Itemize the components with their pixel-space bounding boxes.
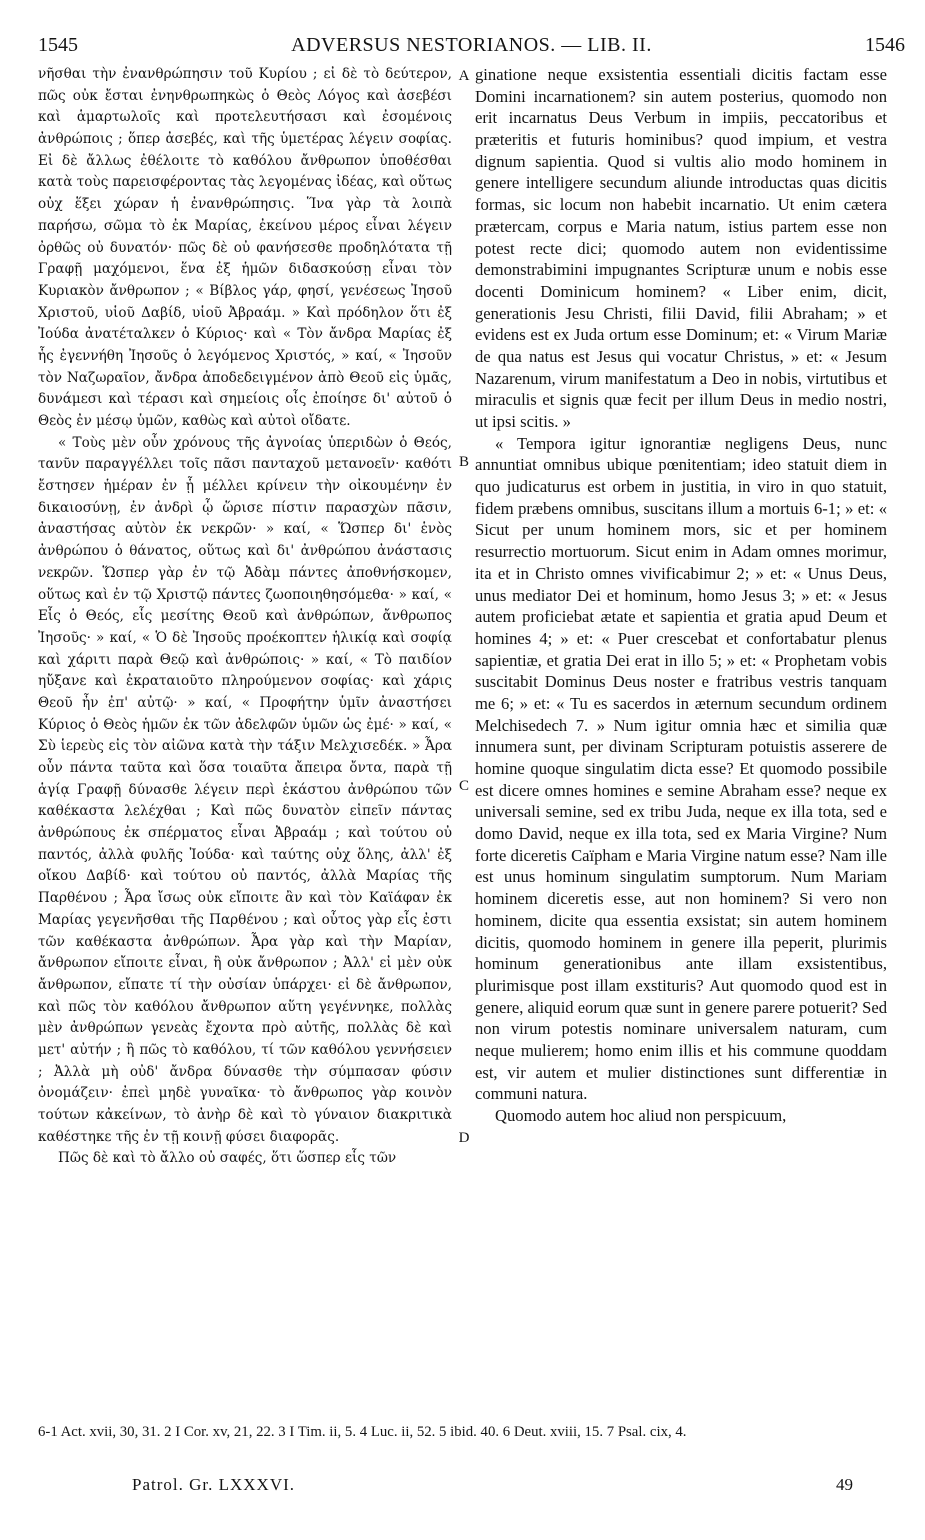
- greek-paragraph: νῆσθαι τὴν ἐνανθρώπησιν τοῦ Κυρίου ; εἰ δὲ τὸ δεύτερον, πῶς οὐκ ἔσται ἐνηνθρωπηκὼς ὁ Θεὸς Λόγος καὶ ἀσεβέσι καὶ ἁμαρτωλοῖς καὶ προτελευτήσασι καὶ ἐσομένοις ἀνθρώποις ; ὅπερ ἀσεβές, καὶ τῆς ὑμετέρας λέγειν σοφίας. Εἰ δὲ ἄλλως ἐθέλοιτε τὸ καθόλου ἄνθρωπον ὑποθέσθαι κατὰ τοὺς παρεισφέροντας τὰς λεγομένας ἰδέας, καὶ οὕτως οὐχ ἕξει χώραν ἡ ἐνανθρώπησις. Ἵνα γὰρ τὰ λοιπὰ παρήσω, σῶμα τὸ ἐκ Μαρίας, ἐκείνου μέρος εἶναι λέγειν ὀρθῶς οὐ δυνατόν· πῶς δὲ οὐ φανήσεσθε προδηλότατα τῇ Γραφῇ μαχόμενοι, ἕνα ἐξ ἡμῶν διδασκούσῃ εἶναι τὸν Κυριακὸν ἄνθρωπον ; « Βίβλος γάρ, φησί, γενέσεως Ἰησοῦ Χριστοῦ, υἱοῦ Δαβίδ, υἱοῦ Ἀβραάμ. » Καὶ πρόδηλον ὅτι ἐξ Ἰούδα ἀνατέταλκεν ὁ Κύριος· καὶ « Τὸν ἄνδρα Μαρίας ἐξ ἧς ἐγεννήθη Ἰησοῦς ὁ λεγόμενος Χριστός, » καί, « Ἰησοῦν τὸν Ναζωραῖον, ἄνδρα ἀποδεδειγμένον ἀπὸ Θεοῦ εἰς ὑμᾶς, δυνάμεσι καὶ τέρασι καὶ σημείοις οἷς ἐποίησε δι' αὐτοῦ ὁ Θεὸς ἐν μέσῳ ὑμῶν, καθὼς καὶ αὐτοὶ οἴδατε.: [38, 66, 452, 429]
- signature-mark: Patrol. Gr. LXXXVI.: [132, 1475, 296, 1494]
- latin-paragraph: « Tempora igitur ignorantiæ negligens Deus, nunc annuntiat omnibus ubique pœnitentiam; ideo statuit diem in quo judicaturus est orbem in justitia, in viro in quo statuit, fidem præbens omnibus, suscitans illum a mortuis 6-1; » et: « Sicut per unum hominem mors, sic et per hominem resurrectio mortuorum. Sicut enim in Adam omnes morimur, ita et in Christo omnes vivificabimur 2; » et: « Unus Deus, unus mediator Dei et hominum, homo Jesus 3; » et: « Jesus autem proficiebat ætate et sapientia et gratia apud Deum et homines 4; » et: « Puer crescebat et confortabatur plenus sapientiæ, et gratia Dei erat in illo 5; » et: « Prophetam vobis suscitabit Dominus Deus noster e fratribus vestris tanquam me 6; » et: « Tu es sacerdos in æternum secundum ordinem Melchisedech 7. » Num igitur omnia hæc et similia quæ innumera sunt, per divinam Scripturam potuistis asserere de homine quoque singulatim dicta esse? Et quomodo possibile est dicere omnes homines e semine Abraham esse? neque ex universali semine, sed ex tribu Juda, neque ex illa tota, sed e domo David, neque ex illa tota, sed ex Maria Virgine? Num forte diceretis Caïpham e Maria Virgine natum esse? Nam ille est unus hominum singulatim sumptorum. Num Mariam hominem diceretis esse, aut non hominem? Si vero non hominem, dicite qua essentia exsistat; sin autem hominem dicitis, quomodo hominem in genere illa peperit, plurimis hominum generationibus ante illam exsistentibus, plurimisque post illam exstituris? Aut quomodo quod est in genere, aliquid eorum quæ sunt in genere parere potuerit? Sed non virum potestis nominare universalem naturam, cum neque mulierem; homo enim illis et his commune quoddam est, vir autem et mulier distinctiones sunt differentiæ in communi natura.: [475, 433, 887, 1104]
- left-page-number: 1545: [38, 34, 78, 56]
- running-title: ADVERSUS NESTORIANOS. — LIB. II.: [291, 34, 652, 56]
- margin-marker-c: C: [458, 778, 469, 794]
- margin-marker-d: D: [458, 1130, 470, 1146]
- margin-marker-a: A: [458, 68, 470, 84]
- margin-marker-b: B: [458, 454, 469, 470]
- right-page-number: 1546: [865, 34, 905, 56]
- greek-paragraph: Πῶς δὲ καὶ τὸ ἄλλο οὐ σαφές, ὅτι ὥσπερ εἷς τῶν: [58, 1150, 397, 1167]
- latin-paragraph: ginatione neque exsistentia essentiali dicitis factam esse Domini incarnationem? sin autem posterius, quomodo non erit incarnatus Deus Verbum in impiis, peccatoribus et præteritis et futuris hominibus? quod impium, et vestra dignum sapientia. Quod si vultis alio modo hominem in genere intelligere secundum aliunde introductas quas dicitis formas, sic locum non habebit incarnatio. Ut enim cætera prætercam, corpus e Maria natum, istius partem esse non potest recte dici; quomodo autem non evidentissime demonstrabimini impugnantes Scripturæ unum e nobis esse docenti Dominicum hominem? « Liber enim, dicit, generationis Jesu Christi, filii David, filii Abraham; » et evidens est ex Juda ortum esse Dominum; et: « Virum Mariæ de qua natus est Jesus qui vocatur Christus, » et: « Jesum Nazarenum, virum manifestatum a Deo in nobis, virtutibus et miraculis et signis quæ fecit per illum Deus in medio nostri, ut ipsi scitis. »: [475, 65, 887, 431]
- running-header: [38, 34, 905, 64]
- greek-column: [38, 64, 452, 1170]
- greek-paragraph: « Τοὺς μὲν οὖν χρόνους τῆς ἀγνοίας ὑπεριδὼν ὁ Θεός, τανῦν παραγγέλλει τοῖς πᾶσι πανταχοῦ μετανοεῖν· καθότι ἔστησεν ἡμέραν ἐν ᾗ μέλλει κρίνειν τὴν οἰκουμένην ἐν δικαιοσύνῃ, ἐν ἀνδρὶ ᾧ ὥρισε πίστιν παρασχὼν πᾶσιν, ἀναστήσας αὐτὸν ἐκ νεκρῶν· » καί, « Ὥσπερ δι' ἑνὸς ἀνθρώπου ὁ θάνατος, οὕτως καὶ δι' ἀνθρώπου ἀνάστασις νεκρῶν. Ὥσπερ γὰρ ἐν τῷ Ἀδὰμ πάντες ἀποθνήσκομεν, οὕτως καὶ ἐν τῷ Χριστῷ πάντες ζωοποιηθησόμεθα· » καί, « Εἷς ὁ Θεός, εἷς μεσίτης Θεοῦ καὶ ἀνθρώπων, ἄνθρωπος Ἰησοῦς· » καί, « Ὁ δὲ Ἰησοῦς προέκοπτεν ἡλικίᾳ καὶ σοφίᾳ καὶ χάριτι παρὰ Θεῷ καὶ ἀνθρώποις· » καί, « Τὸ παιδίον ηὔξανε καὶ ἐκραταιοῦτο πληρούμενον σοφίας· καὶ χάρις Θεοῦ ἦν ἐπ' αὐτῷ· » καί, « Προφήτην ὑμῖν ἀναστήσει Κύριος ὁ Θεὸς ἡμῶν ἐκ τῶν ἀδελφῶν ὑμῶν ὡς ἐμέ· » καί, « Σὺ ἱερεὺς εἰς τὸν αἰῶνα κατὰ τὴν τάξιν Μελχισεδέκ. » Ἆρα οὖν πάντα ταῦτα καὶ ὅσα τοιαῦτα ἄπειρα ὄντα, παρὰ τῇ ἁγίᾳ Γραφῇ δύνασθε λέγειν περὶ ἑκάστου ἀνθρώπου τῶν καθέκαστα λελέχθαι ; Καὶ πῶς δυνατὸν εἰπεῖν πάντας ἀνθρώπους ἐκ σπέρματος εἶναι Ἀβραάμ ; καὶ τούτου οὐ παντός, ἀλλὰ φυλῆς Ἰούδα· καὶ ταύτης οὐχ ὅλης, ἀλλ' ἐξ οἴκου Δαβίδ· καὶ τούτου οὐ παντός, ἀλλὰ Μαρίας τῆς Παρθένου ; Ἆρα ἴσως οὐκ εἴποιτε ἂν καὶ τὸν Καϊάφαν ἐκ Μαρίας γεγενῆσθαι τῆς Παρθένου ; καὶ οὗτος γὰρ εἷς ἐστι τῶν καθέκαστα ἀνθρώπων. Ἆρα γὰρ καὶ τὴν Μαρίαν, ἄνθρωπον εἴποιτε εἶναι, ἢ οὐκ ἄνθρωπον ; Ἀλλ' εἰ μὲν οὐκ ἄνθρωπον, εἴπατε τί τὴν οὐσίαν ὑπάρχει· εἰ δὲ ἄνθρωπον, καὶ πῶς τὸν καθόλου ἄνθρωπον αὕτη γεγέννηκε, πολλὰς μὲν ἀνθρώπων γενεὰς ἔχοντα πρὸ αὐτῆς, πολλὰς δὲ καὶ μετ' αὐτήν ; ἢ πῶς τὸ καθόλου, τί τῶν καθόλου γεννήσειεν ; Ἀλλὰ μὴ οὐδ' ἄνδρα δύνασθε τὴν σύμπασαν φύσιν ὀνομάζειν· ἐπεὶ μηδὲ γυναῖκα· τὸ ἄνθρωπος γὰρ κοινὸν τούτων κἀκείνων, τὸ ἀνὴρ δὲ καὶ τὸ γύναιον διακριτικὰ καθέστηκε τῆς ἐν τῇ κοινῇ φύσει διαφορᾶς.: [38, 434, 452, 1145]
- sheet-number: 49: [836, 1475, 853, 1494]
- latin-paragraph: Quomodo autem hoc aliud non perspicuum,: [495, 1106, 787, 1125]
- footnotes: 6-1 Act. xvii, 30, 31. 2 I Cor. xv, 21, 22. 3 I Tim. ii, 5. 4 Luc. ii, 52. 5 ibid. 40. 6 Deut. xviii, 15. 7 Psal. cix, 4.: [38, 1424, 687, 1440]
- latin-column: [475, 64, 887, 1127]
